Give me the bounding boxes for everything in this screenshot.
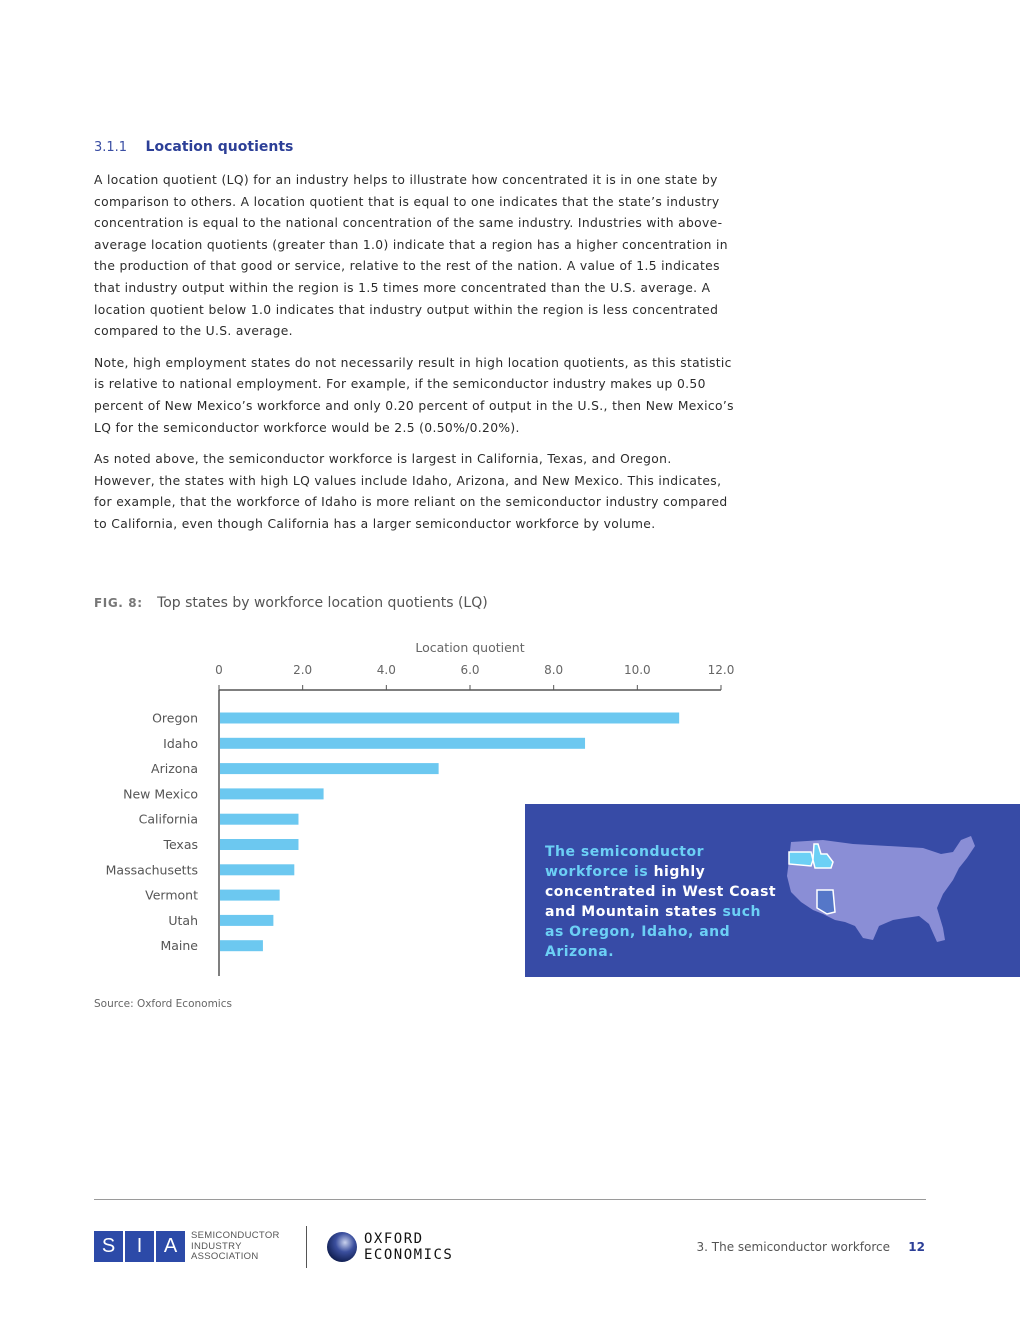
arizona-shape xyxy=(817,890,835,914)
paragraph: As noted above, the semiconductor workforce is largest in California, Texas, and Oregon. However, the states with high LQ values include Idaho, Arizona, and New Mexico. This indicates, for example, that the workforce of Idaho is more reliant on the semiconductor industry compared to California, even though California has a larger semiconductor workforce by volume. xyxy=(94,452,728,531)
section-title: Location quotients xyxy=(145,139,294,155)
bar xyxy=(220,915,273,926)
bar xyxy=(220,940,263,951)
sia-letter: S xyxy=(94,1231,123,1262)
bar xyxy=(220,713,679,724)
callout-part: The semiconductor workforce is xyxy=(545,844,704,880)
bar xyxy=(220,890,280,901)
category-label: Massachusetts xyxy=(105,862,198,878)
x-tick-label: 4.0 xyxy=(376,663,396,677)
sia-letter: I xyxy=(125,1231,154,1262)
category-label: Vermont xyxy=(145,887,198,903)
category-label: Maine xyxy=(160,938,198,954)
category-label: Texas xyxy=(163,837,198,852)
sia-logo xyxy=(94,1231,280,1263)
category-label: Arizona xyxy=(151,761,198,777)
figure-label: FIG. 8: xyxy=(94,596,143,610)
category-label: Idaho xyxy=(163,735,198,751)
category-label: Oregon xyxy=(152,710,198,726)
x-tick-label: 6.0 xyxy=(460,663,480,677)
sia-letters xyxy=(94,1231,185,1262)
bar xyxy=(220,814,298,825)
bar xyxy=(220,763,439,774)
x-tick-label: 0 xyxy=(215,663,223,677)
oregon-shape xyxy=(789,852,813,866)
sia-wordmark xyxy=(191,1231,280,1263)
sia-word: SEMICONDUCTOR xyxy=(191,1230,280,1241)
x-axis-label: Location quotient xyxy=(415,640,525,655)
source-note: Source: Oxford Economics xyxy=(94,998,232,1010)
category-label: California xyxy=(138,811,198,827)
section-heading xyxy=(94,139,293,155)
x-tick-label: 8.0 xyxy=(544,663,564,677)
figure-caption xyxy=(94,595,488,611)
x-tick-label: 10.0 xyxy=(623,663,651,677)
oxford-word: ECONOMICS xyxy=(364,1247,454,1263)
callout-part: such as Oregon, Idaho, and Arizona. xyxy=(545,904,762,960)
globe-icon xyxy=(324,1231,358,1263)
page-number: 12 xyxy=(908,1240,925,1254)
x-tick-label: 2.0 xyxy=(293,663,313,677)
body-text xyxy=(94,170,734,546)
bar xyxy=(220,839,298,850)
logo-divider xyxy=(306,1226,307,1268)
category-label: Utah xyxy=(168,912,198,928)
x-tick-label: 12.0 xyxy=(707,663,735,677)
callout-box xyxy=(525,804,1020,977)
footer-section-title: 3. The semiconductor workforce xyxy=(696,1240,890,1254)
figure-title: Top states by workforce location quotients (LQ) xyxy=(157,595,488,611)
paragraph: Note, high employment states do not necessarily result in high location quotients, as this statistic is relative to national employment. For example, if the semiconductor industry makes up 0.50 percent of New Mexico’s workforce and only 0.20 percent of output in the U.S., then New Mexico’s LQ for the semiconductor workforce would be 2.5 (0.50%/0.20%). xyxy=(94,355,734,435)
bar xyxy=(220,788,324,799)
category-label: New Mexico xyxy=(123,786,198,802)
bar xyxy=(220,738,585,749)
section-number: 3.1.1 xyxy=(94,140,128,155)
sia-word: INDUSTRY xyxy=(191,1240,242,1252)
callout-text xyxy=(545,842,785,962)
oxford-wordmark xyxy=(364,1231,453,1263)
bar xyxy=(220,864,294,875)
sia-word: ASSOCIATION xyxy=(191,1251,259,1262)
footer-rule xyxy=(94,1199,926,1200)
us-map-icon xyxy=(783,832,983,952)
paragraph: A location quotient (LQ) for an industry helps to illustrate how concentrated it is in one state by comparison to others. A location quotient that is equal to one indicates that the state’s industry concentration is equal to the national concentration of the same industry. Industries with above-average location quotients (greater than 1.0) indicate that a region has a higher concentration in the production of that good or service, relative to the rest of the nation. A value of 1.5 indicates that industry output within the region is 1.5 times more concentrated than the U.S. average. A location quotient below 1.0 indicates that industry output within the region is less concentrated compared to the U.S. average. xyxy=(94,173,728,339)
oxford-word: OXFORD xyxy=(364,1231,424,1247)
sia-letter: A xyxy=(156,1231,185,1262)
callout-part: highly concentrated in West Coast and Mountain states xyxy=(545,864,777,920)
oxford-economics-logo xyxy=(324,1231,453,1263)
